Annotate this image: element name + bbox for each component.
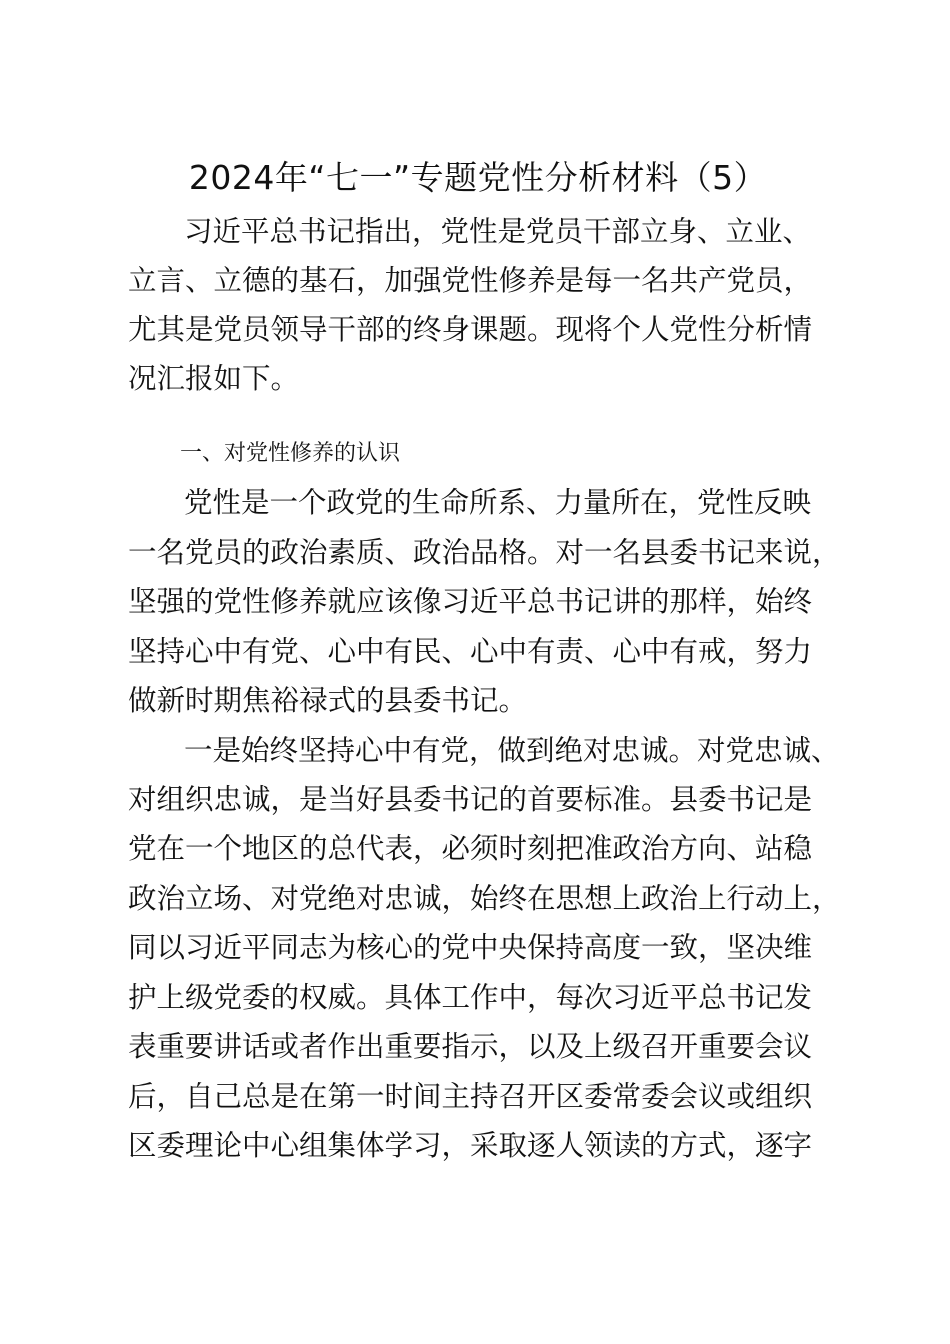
body-line: 政治立场、对党绝对忠诚，始终在思想上政治上行动上， [128,882,841,915]
document-title: 2024年“七一”专题党性分析材料（5） [188,158,768,197]
body-line: 后，自己总是在第一时间主持召开区委常委会议或组织 [128,1080,813,1113]
body-line: 做新时期焦裕禄式的县委书记。 [128,684,528,717]
body-line: 一是始终坚持心中有党，做到绝对忠诚。对党忠诚、 [184,734,840,767]
body-line: 一名党员的政治素质、政治品格。对一名县委书记来说， [128,536,841,569]
body-line: 况汇报如下。 [128,362,300,395]
body-line: 尤其是党员领导干部的终身课题。现将个人党性分析情 [128,313,813,346]
body-line: 党在一个地区的总代表，必须时刻把准政治方向、站稳 [128,832,813,865]
section-heading: 一、对党性修养的认识 [180,441,401,466]
body-line: 立言、立德的基石，加强党性修养是每一名共产党员， [128,264,813,297]
body-line: 党性是一个政党的生命所系、力量所在，党性反映 [184,486,812,519]
body-line: 坚持心中有党、心中有民、心中有责、心中有戒，努力 [128,635,813,668]
body-line: 同以习近平同志为核心的党中央保持高度一致，坚决维 [128,931,813,964]
body-line: 表重要讲话或者作出重要指示，以及上级召开重要会议 [128,1030,813,1063]
body-line: 习近平总书记指出，党性是党员干部立身、立业、 [184,215,812,248]
body-line: 护上级党委的权威。具体工作中，每次习近平总书记发 [128,981,813,1014]
body-line: 区委理论中心组集体学习，采取逐人领读的方式，逐字 [128,1129,813,1162]
body-line: 坚强的党性修养就应该像习近平总书记讲的那样，始终 [128,585,813,618]
body-line: 对组织忠诚，是当好县委书记的首要标准。县委书记是 [128,783,813,816]
